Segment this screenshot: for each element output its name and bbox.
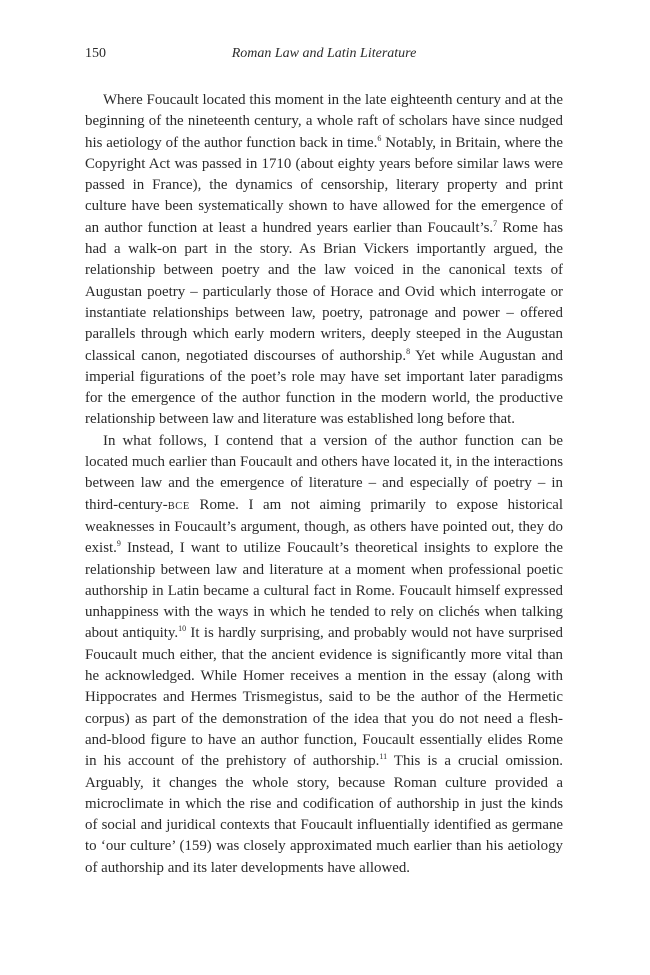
footnote-ref: 11 — [379, 752, 388, 762]
text-run: Rome. I am not aiming primarily to expose historical weaknesses in Foucault’s argument, though, as others have pointed out, they do exist. — [85, 496, 563, 557]
text-run: This is a crucial omission. Arguably, it changes the whole story, because Roman culture provided a microclimate in which the rise and codification of authorship in just the kinds of social and juridical contexts that Foucault influentially identified as germane to ‘our culture’ (159) was closely approximated much earlier than his aetiology of authorship and its later developments have allowed. — [85, 753, 563, 876]
footnote-ref: 8 — [406, 346, 411, 356]
page-number: 150 — [85, 46, 106, 61]
text-run: Rome has had a walk-on part in the story. As Brian Vickers importantly argued, the relationship between poetry and the law voiced in the canonical texts of Augustan poetry – particularly those of Horace and Ovid which interrogate or instantiate relationships between law, poetry, patronage and power – offered parallels through which early modern writers, deeply steeped in the Augustan classical canon, negotiated discourses of authorship. — [85, 219, 563, 364]
footnote-ref: 9 — [116, 539, 121, 549]
running-header — [85, 46, 563, 66]
body-text — [85, 90, 563, 879]
text-run: Yet while Augustan and imperial figurations of the poet’s role may have set important later paradigms for the emergence of the author function in the modern world, the productive relationship between law and literature was established long before that. — [85, 347, 563, 428]
paragraph — [85, 431, 563, 879]
paragraph — [85, 90, 563, 431]
small-caps-era: BCE — [167, 500, 190, 512]
text-run: Where Foucault located this moment in the late eighteenth century and at the beginning of the nineteenth century, a whole raft of scholars have since nudged his aetiology of the author function back in time. — [85, 92, 563, 151]
footnote-ref: 10 — [178, 624, 187, 634]
text-run: It is hardly surprising, and probably would not have surprised Foucault much either, that the ancient evidence is significantly more vital than he acknowledged. While Homer receives a mention in the essay (along with Hippocrates and Hermes Trismegistus, said to be the author of the Hermetic corpus) as part of the demonstration of the idea that you do not need a flesh-and-blood figure to have an author function, Foucault essentially elides Rome in his account of the prehistory of authorship. — [85, 625, 563, 770]
footnote-ref: 6 — [377, 133, 382, 143]
running-title: Roman Law and Latin Literature — [231, 46, 417, 61]
text-run: Instead, I want to utilize Foucault’s theoretical insights to explore the relationship between law and literature at a moment when professional poetic authorship in Latin became a cultural fact in Rome. Foucault himself expressed unhappiness with the ways in which he tended to rely on clichés when talking about antiquity. — [85, 540, 563, 642]
footnote-ref: 7 — [493, 218, 498, 228]
text-run: In what follows, I contend that a version of the author function can be located much earlier than Foucault and others have located it, in the interactions between law and the emergence of literature – and especially of poetry – in third-century- — [85, 432, 563, 513]
text-run: Notably, in Britain, where the Copyright Act was passed in 1710 (about eighty years before similar laws were passed in France), the dynamics of censorship, literary property and print culture have been systematically shown to have allowed for the emergence of an author function at least a hundred years earlier than Foucault’s. — [85, 134, 563, 236]
